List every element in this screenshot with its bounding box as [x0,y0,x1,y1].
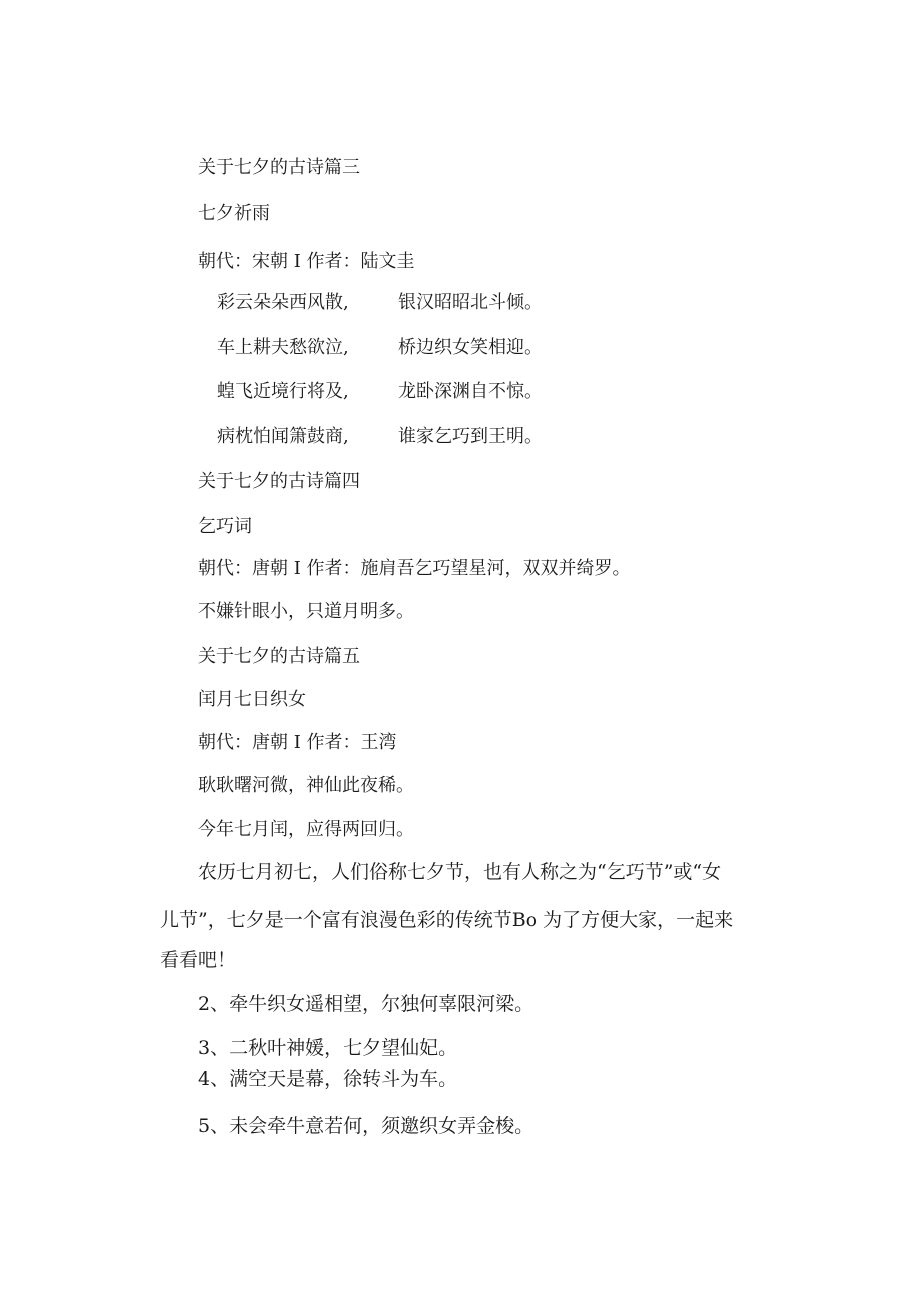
poem-line: 今年七月闰，应得两回归。 [198,819,414,840]
intro-line: 看看吧！ [160,949,237,971]
poem-title: 乞巧词 [198,516,252,537]
poem-line: 谁家乞巧到王明。 [398,426,542,447]
poem-line: 银汉昭昭北斗倾。 [398,292,542,313]
poem-line: 病枕怕闻箫鼓商, [217,426,349,447]
poem-meta: 朝代：唐朝 I 作者：王湾 [198,732,397,753]
list-item: 2、牵牛织女遥相望，尔独何辜限河梁。 [198,993,534,1015]
poem-line: 蝗飞近境行将及, [217,381,349,402]
poem-line: 不嫌针眼小，只道月明多。 [198,601,414,622]
section-heading: 关于七夕的古诗篇三 [198,157,360,178]
poem-meta: 朝代：唐朝 I 作者：施肩吾乞巧望星河，双双并绮罗。 [198,558,631,579]
list-item: 5、未会牵牛意若何，须邀织女弄金梭。 [198,1115,534,1137]
intro-line: 农历七月初七，人们俗称七夕节，也有人称之为“乞巧节”或“女 [198,861,722,883]
poem-line: 龙卧深渊自不惊。 [398,381,542,402]
poem-meta: 朝代：宋朝 I 作者：陆文圭 [198,251,415,272]
poem-line: 耿耿曙河微，神仙此夜稀。 [198,775,414,796]
list-item: 3、二秋叶神媛，七夕望仙妃。 [198,1037,458,1059]
list-item: 4、满空天是幕，徐转斗为车。 [198,1068,458,1090]
poem-line: 桥边织女笑相迎。 [398,337,542,358]
poem-title: 闰月七日织女 [198,689,306,710]
section-heading: 关于七夕的古诗篇五 [198,646,360,667]
poem-line: 彩云朵朵西风散, [217,292,349,313]
poem-title: 七夕祈雨 [198,203,270,224]
poem-line: 车上耕夫愁欲泣, [217,337,349,358]
intro-line: 儿节”，七夕是一个富有浪漫色彩的传统节Bo 为了方便大家，一起来 [160,909,734,931]
section-heading: 关于七夕的古诗篇四 [198,471,360,492]
